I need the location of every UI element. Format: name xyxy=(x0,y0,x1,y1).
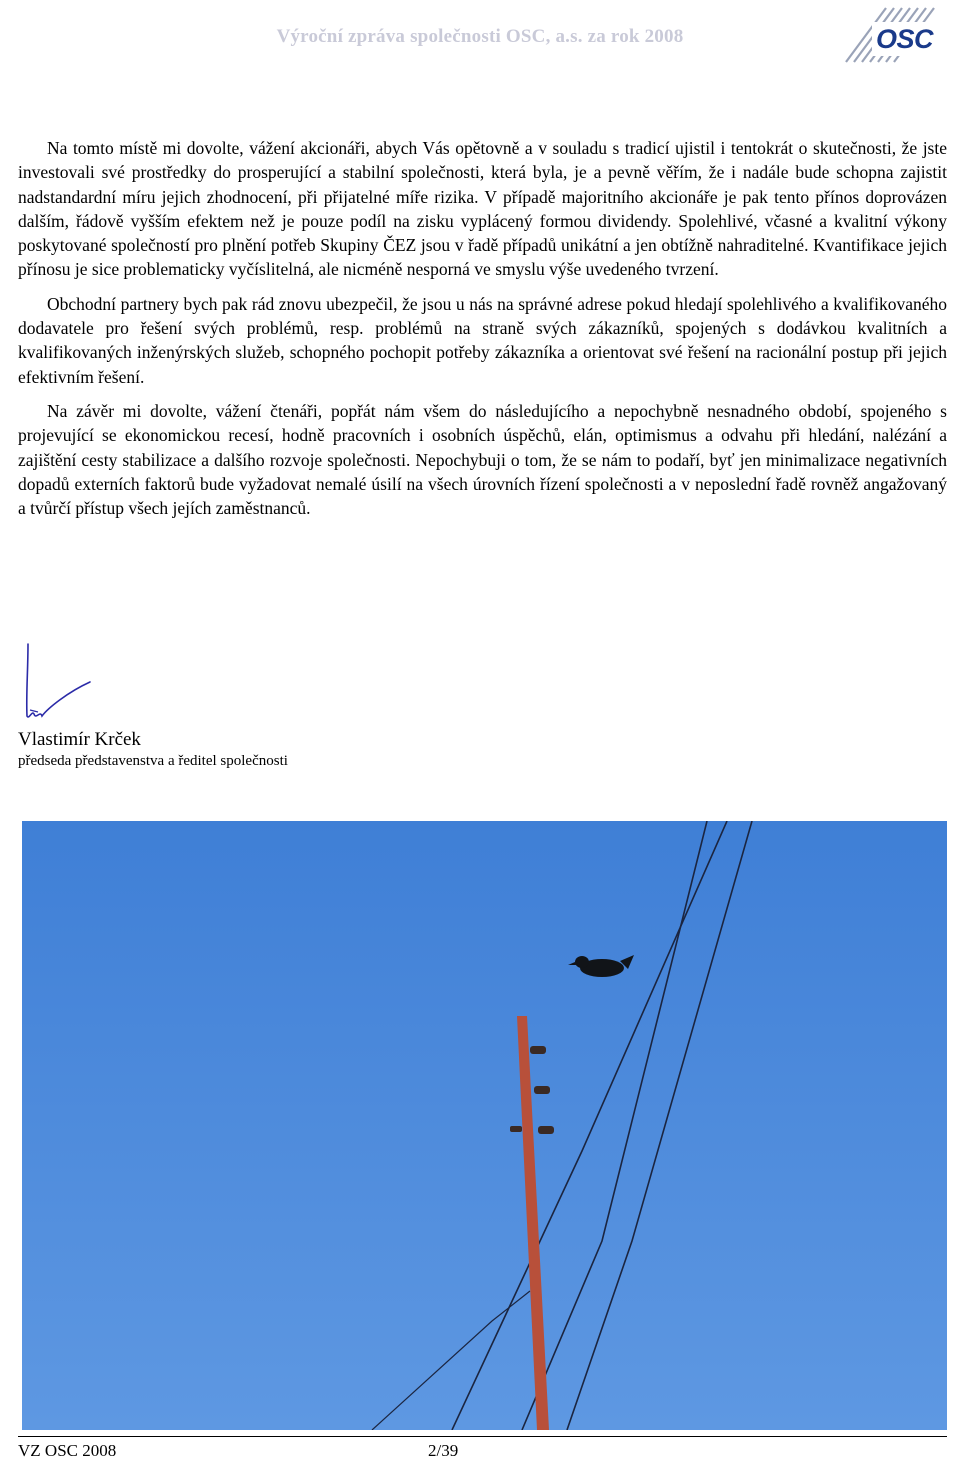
logo-text: OSC xyxy=(876,24,934,54)
footer-doc-label: VZ OSC 2008 xyxy=(18,1441,117,1460)
handwritten-signature xyxy=(18,640,94,726)
letter-body xyxy=(18,136,947,530)
header-title: Výroční zpráva společnosti OSC, a.s. za rok 2008 xyxy=(276,26,684,47)
signatory-role: předseda představenstva a ředitel společnosti xyxy=(18,753,288,769)
photo-power-line-bird xyxy=(22,821,947,1430)
paragraph-closing: Na závěr mi dovolte, vážení čtenáři, popřát nám všem do následujícího a nepochybně nesnadného období, spojeného s projevující se ekonomickou recesí, hodně pracovních i osobních úspěchů, elán, optimismus a odvahu při hledání, nalézání a zajištění cesty stabilizace a dalšího rozvoje společnosti. Nepochybuji o tom, že se nám to podaří, byť jen minimalizace negativních dopadů externích faktorů bude vyžadovat nemalé úsilí na všech úrovních řízení společnosti a v neposlední řadě rovněž angažovaný a tvůrčí přístup všech jejích zaměstnanců. xyxy=(18,400,947,519)
footer-page-number: 2/39 xyxy=(428,1441,459,1460)
photo-sky xyxy=(22,821,947,1430)
paragraph-shareholders: Na tomto místě mi dovolte, vážení akcionáři, abych Vás opětovně a v souladu s tradicí ujistil i tentokrát o skutečnosti, že jste investovali své prostředky do prosperující a stabilní společnosti, která byla, je a pevně věřím, že i nadále bude schopna zajistit nadstandardní míru jejich zhodnocení, při přijatelné míře rizika. V případě majoritního akcionáře je pak tento přínos doprovázen dalším, řádově vyšším efektem než je pouze podíl na zisku vyplácený formou dividendy. Spolehlivé, včasné a kvalitní výkony poskytované společností pro plnění potřeb Skupiny ČEZ jsou v řadě případů unikátní a jen obtížně nahraditelné. Kvantifikace jejich přínosu je sice problematicky vyčíslitelná, ale nicméně nesporná ve smyslu výše uvedeného tvrzení. xyxy=(18,138,947,280)
company-logo xyxy=(838,4,944,68)
paragraph-partners: Obchodní partnery bych pak rád znovu ubezpečil, že jsou u nás na správné adrese pokud hledají spolehlivého a kvalifikovaného dodavatele pro řešení svých problémů, resp. problémů na straně svých zákazníků, spojených s dodávkou kvalitních a kvalifikovaných inženýrských služeb, schopného pochopit potřeby zákazníka a orientovat své řešení na racionální postup při jejich efektivním řešení. xyxy=(18,293,947,387)
signatory-name: Vlastimír Krček xyxy=(18,729,141,750)
footer-rule xyxy=(18,1436,947,1437)
